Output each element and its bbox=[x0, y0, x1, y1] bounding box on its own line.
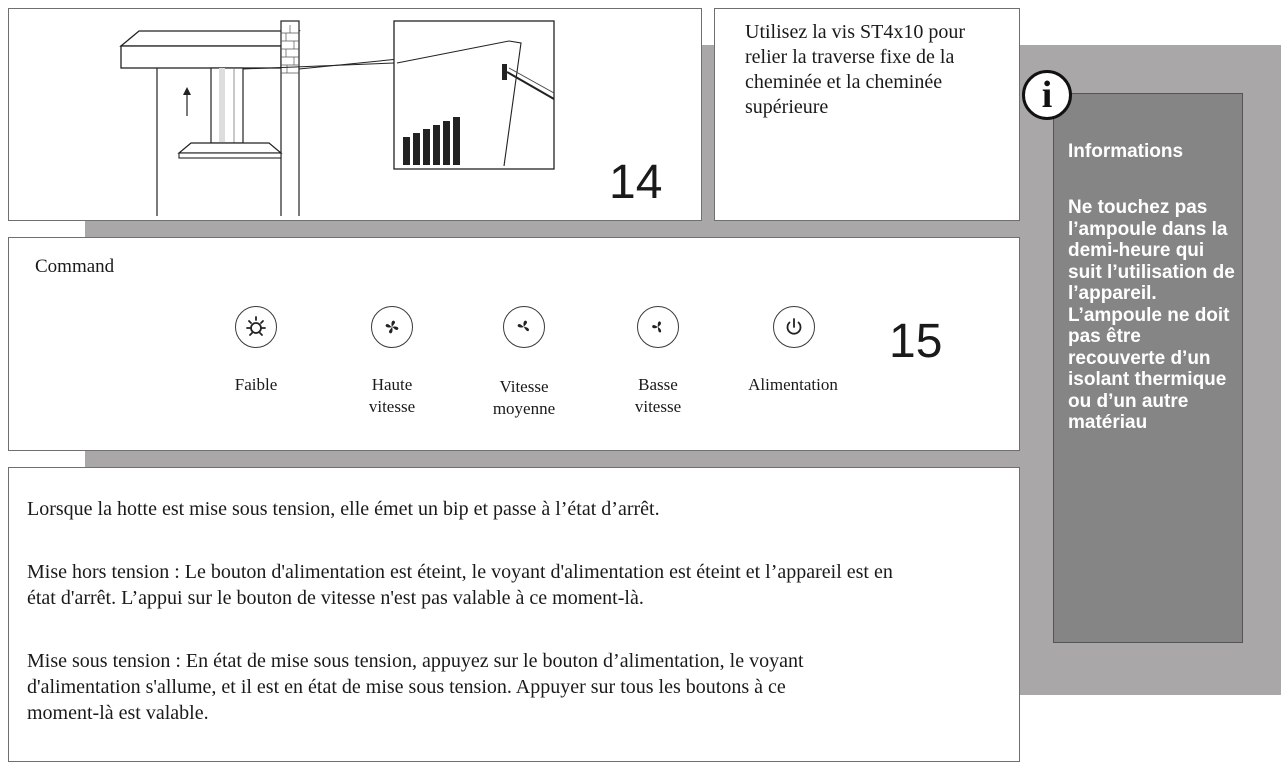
description-intro: Lorsque la hotte est mise sous tension, elle émet un bip et passe à l’état d’arrêt. bbox=[27, 498, 660, 520]
light-button[interactable] bbox=[235, 306, 277, 348]
step14-illustration-panel bbox=[8, 8, 702, 221]
power-button-label: Alimentation bbox=[748, 375, 838, 394]
fan-high-icon bbox=[380, 315, 404, 339]
fan-low-button[interactable] bbox=[637, 306, 679, 348]
description-power-off: Mise hors tension : Le bouton d'alimentation est éteint, le voyant d'alimentation est éteint et l’appareil est en état d'arrêt. L’appui sur le bouton de vitesse n'est pas valable à ce moment-là. bbox=[27, 561, 893, 609]
power-icon bbox=[782, 315, 806, 339]
step-15-number: 15 bbox=[889, 315, 943, 368]
step14-instruction-text: Utilisez la vis ST4x10 pour relier la traverse fixe de la cheminée et la cheminée supérieure bbox=[745, 21, 965, 118]
step15-command-panel bbox=[8, 237, 1020, 451]
fan-medium-icon bbox=[512, 315, 536, 339]
power-button[interactable] bbox=[773, 306, 815, 348]
fan-high-button[interactable] bbox=[371, 306, 413, 348]
light-icon bbox=[244, 315, 268, 339]
info-body-text: Ne touchez pas l’ampoule dans la demi-heure qui suit l’utilisation de l’appareil. L’ampoule ne doit pas être recouverte d’un isolant thermique ou d’un autre matériau bbox=[1068, 197, 1235, 433]
fan-low-icon bbox=[646, 315, 670, 339]
step14-instruction-panel bbox=[714, 8, 1020, 221]
light-button-label: Faible bbox=[234, 375, 278, 394]
info-panel bbox=[1053, 93, 1243, 643]
fan-medium-button-label: Vitesse moyenne bbox=[492, 377, 556, 418]
command-title: Command bbox=[35, 256, 115, 277]
info-heading: Informations bbox=[1068, 141, 1184, 162]
chimney-installation-illustration bbox=[99, 11, 659, 216]
fan-medium-button[interactable] bbox=[503, 306, 545, 348]
fan-high-button-label: Haute vitesse bbox=[368, 375, 416, 416]
step-14-number: 14 bbox=[609, 156, 663, 209]
description-power-on: Mise sous tension : En état de mise sous tension, appuyez sur le bouton d’alimentation, le voyant d'alimentation s'allume, et il est en état de mise sous tension. Appuyer sur tous les boutons à ce moment-là est valable. bbox=[27, 650, 804, 724]
description-panel bbox=[8, 467, 1020, 762]
info-icon: i bbox=[1022, 70, 1072, 120]
fan-low-button-label: Basse vitesse bbox=[634, 375, 682, 416]
